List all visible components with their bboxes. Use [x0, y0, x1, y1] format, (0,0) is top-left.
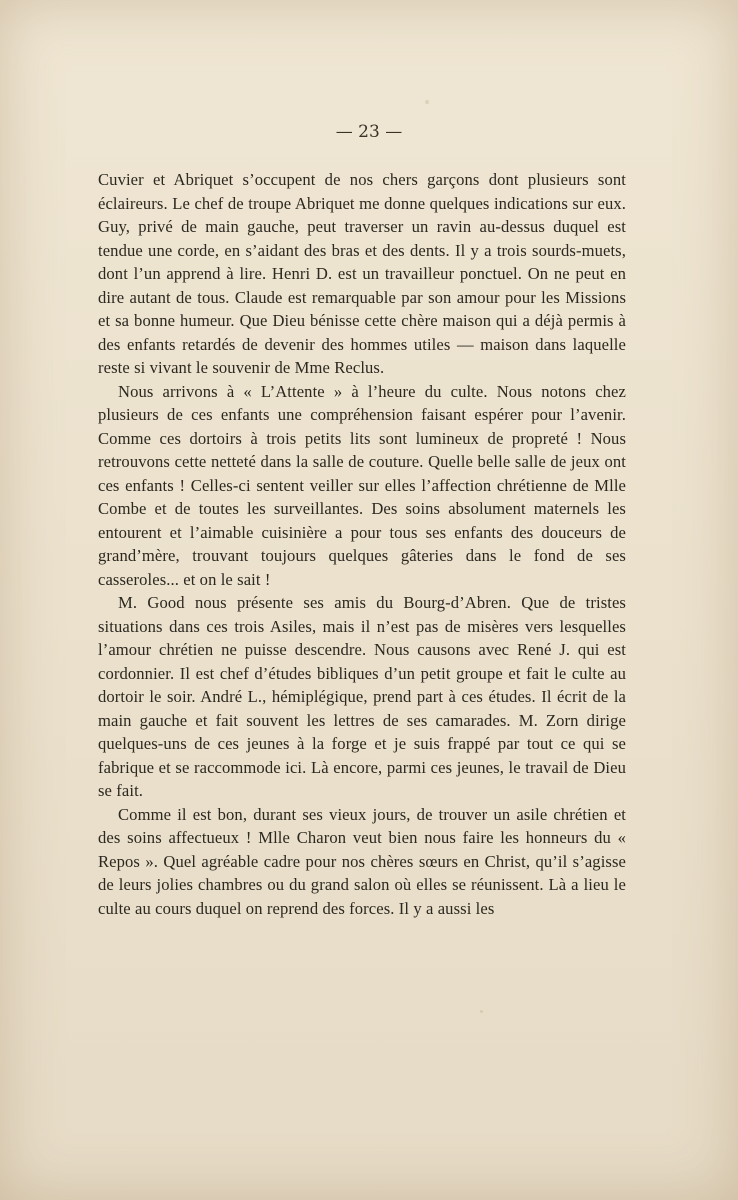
paragraph: Cuvier et Abriquet s’occupent de nos chers garçons dont plusieurs sont éclaireurs. Le chef de troupe Abriquet me donne quelques indications sur eux. Guy, privé de main gauche, peut traverser un ravin au-dessus duquel est tendue une corde, en s’aidant des bras et des dents. Il y a trois sourds-muets, dont l’un apprend à lire. Henri D. est un travailleur ponctuel. On ne peut en dire autant de tous. Claude est remarquable par son amour pour les Missions et sa bonne humeur. Que Dieu bénisse cette chère maison qui a déjà permis à des enfants retardés de devenir des hommes utiles — maison dans laquelle reste si vivant le souvenir de Mme Reclus. — [98, 170, 626, 377]
paragraph: Nous arrivons à « L’Attente » à l’heure du culte. Nous notons chez plusieurs de ces enfants une compréhension faisant espérer pour l’avenir. Comme ces dortoirs à trois petits lits sont lumineux de propreté ! Nous retrouvons cette netteté dans la salle de couture. Quelle belle salle de jeux ont ces enfants ! Celles-ci sentent veiller sur elles l’affection chrétienne de Mlle Combe et de toutes les surveillantes. Des soins absolument maternels les entourent et l’aimable cuisinière a pour tous ses enfants des douceurs de grand’mère, trouvant toujours quelques gâteries dans le fond de ses casseroles... et on le sait ! — [98, 381, 626, 589]
page-number: — 23 — — [335, 122, 403, 142]
paper-spot — [480, 1010, 483, 1013]
paragraph: M. Good nous présente ses amis du Bourg-d’Abren. Que de tristes situations dans ces trois Asiles, mais il n’est pas de misères vers lesquelles l’amour chrétien ne puisse descendre. Nous causons avec René J. qui est cordonnier. Il est chef d’études bibliques d’un petit groupe et fait le culte au dortoir le soir. André L., hémiplégique, prend part à ces études. Il écrit de la main gauche et fait souvent les lettres de ses camarades. M. Zorn dirige quelques-uns de ces jeunes à la forge et je suis frappé par tout ce qui se fabrique et se raccommode ici. Là encore, parmi ces jeunes, le travail de Dieu se fait. — [98, 593, 626, 800]
paper-spot — [425, 100, 429, 104]
paragraph: Comme il est bon, durant ses vieux jours, de trouver un asile chrétien et des soins affectueux ! Mlle Charon veut bien nous faire les honneurs du « Repos ». Quel agréable cadre pour nos chères sœurs en Christ, qu’il s’agisse de leurs jolies chambres ou du grand salon où elles se réunissent. Là a lieu le culte au cours duquel on reprend des forces. Il y a aussi les — [98, 804, 626, 918]
page-body — [98, 168, 626, 920]
